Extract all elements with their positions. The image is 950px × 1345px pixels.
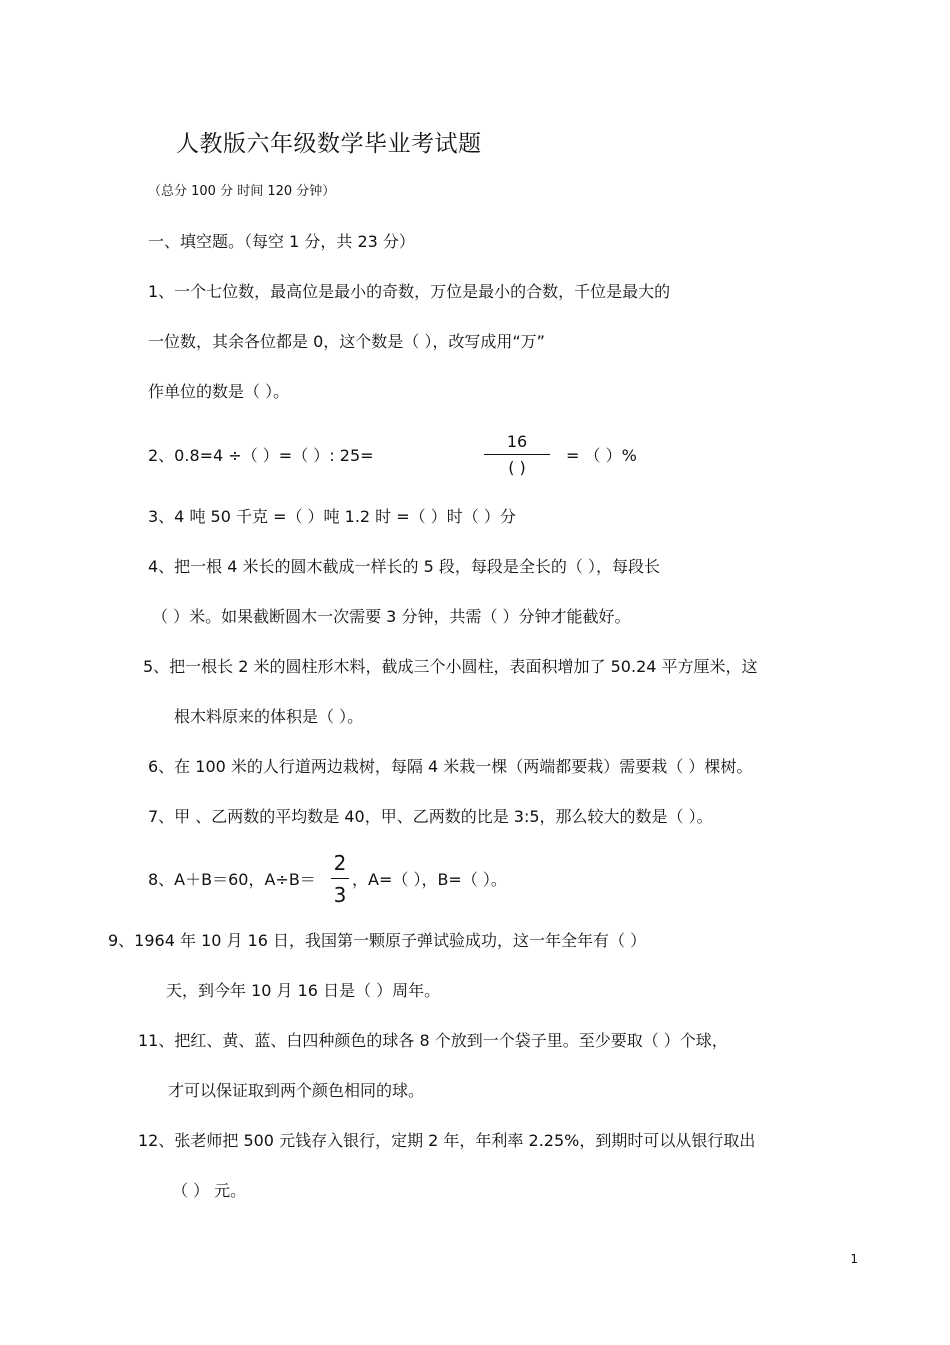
question-2-right: = （ ）% bbox=[566, 446, 637, 465]
question-11-line-1: 11、把红、黄、蓝、白四种颜色的球各 8 个放到一个袋子里。至少要取（ ）个球， bbox=[138, 1031, 728, 1050]
question-9-line-2: 天，到今年 10 月 16 日是（ ）周年。 bbox=[166, 981, 441, 1000]
question-2-left: 2、0.8=4 ÷（ ）=（ ）: 25= bbox=[148, 446, 374, 465]
question-4-line-2: （ ）米。如果截断圆木一次需要 3 分钟，共需（ ）分钟才能截好。 bbox=[152, 607, 631, 626]
question-8-fraction-denominator: 3 bbox=[333, 883, 347, 907]
question-8-right: ，A=（ ），B=（ ）。 bbox=[352, 870, 507, 889]
question-12-line-2: （ ） 元。 bbox=[172, 1181, 247, 1200]
page-title: 人教版六年级数学毕业考试题 bbox=[176, 131, 482, 157]
question-4-line-1: 4、把一根 4 米长的圆木截成一样长的 5 段，每段是全长的（ ），每段长 bbox=[148, 557, 660, 576]
page-number: 1 bbox=[850, 1252, 858, 1266]
question-12-line-1: 12、张老师把 500 元钱存入银行，定期 2 年，年利率 2.25%，到期时可以从银行取出 bbox=[138, 1131, 756, 1150]
question-5-line-2: 根木料原来的体积是（ ）。 bbox=[174, 707, 364, 726]
question-8-left: 8、A＋B＝60，A÷B＝ bbox=[148, 870, 316, 889]
question-2-fraction-numerator: 16 bbox=[506, 432, 528, 451]
question-2-fraction-bar bbox=[484, 454, 550, 455]
section-heading: 一、填空题。（每空 1 分，共 23 分） bbox=[148, 232, 415, 251]
question-2-fraction-denominator: ( ) bbox=[508, 458, 526, 477]
exam-meta: （总分 100 分 时间 120 分钟） bbox=[148, 184, 336, 199]
question-1-line-1: 1、一个七位数，最高位是最小的奇数，万位是最小的合数，千位是最大的 bbox=[148, 282, 671, 301]
question-1-line-3: 作单位的数是（ ）。 bbox=[148, 382, 290, 401]
question-6: 6、在 100 米的人行道两边栽树，每隔 4 米栽一棵（两端都要栽）需要栽（ ）棵树。 bbox=[148, 757, 753, 776]
question-5-line-1: 5、把一根长 2 米的圆柱形木料，截成三个小圆柱，表面积增加了 50.24 平方厘米，这 bbox=[143, 657, 758, 676]
question-9-line-1: 9、1964 年 10 月 16 日，我国第一颗原子弹试验成功，这一年全年有（ ） bbox=[108, 931, 647, 950]
question-8-fraction-numerator: 2 bbox=[333, 851, 347, 875]
question-1-line-2: 一位数，其余各位都是 0，这个数是（ ），改写成用“万” bbox=[148, 332, 545, 351]
question-11-line-2: 才可以保证取到两个颜色相同的球。 bbox=[168, 1081, 425, 1100]
question-3: 3、4 吨 50 千克 =（ ）吨 1.2 时 =（ ）时（ ）分 bbox=[148, 507, 516, 526]
question-7: 7、甲 、乙两数的平均数是 40，甲、乙两数的比是 3:5，那么较大的数是（ ）。 bbox=[148, 807, 713, 826]
question-8-fraction-bar bbox=[331, 878, 349, 879]
